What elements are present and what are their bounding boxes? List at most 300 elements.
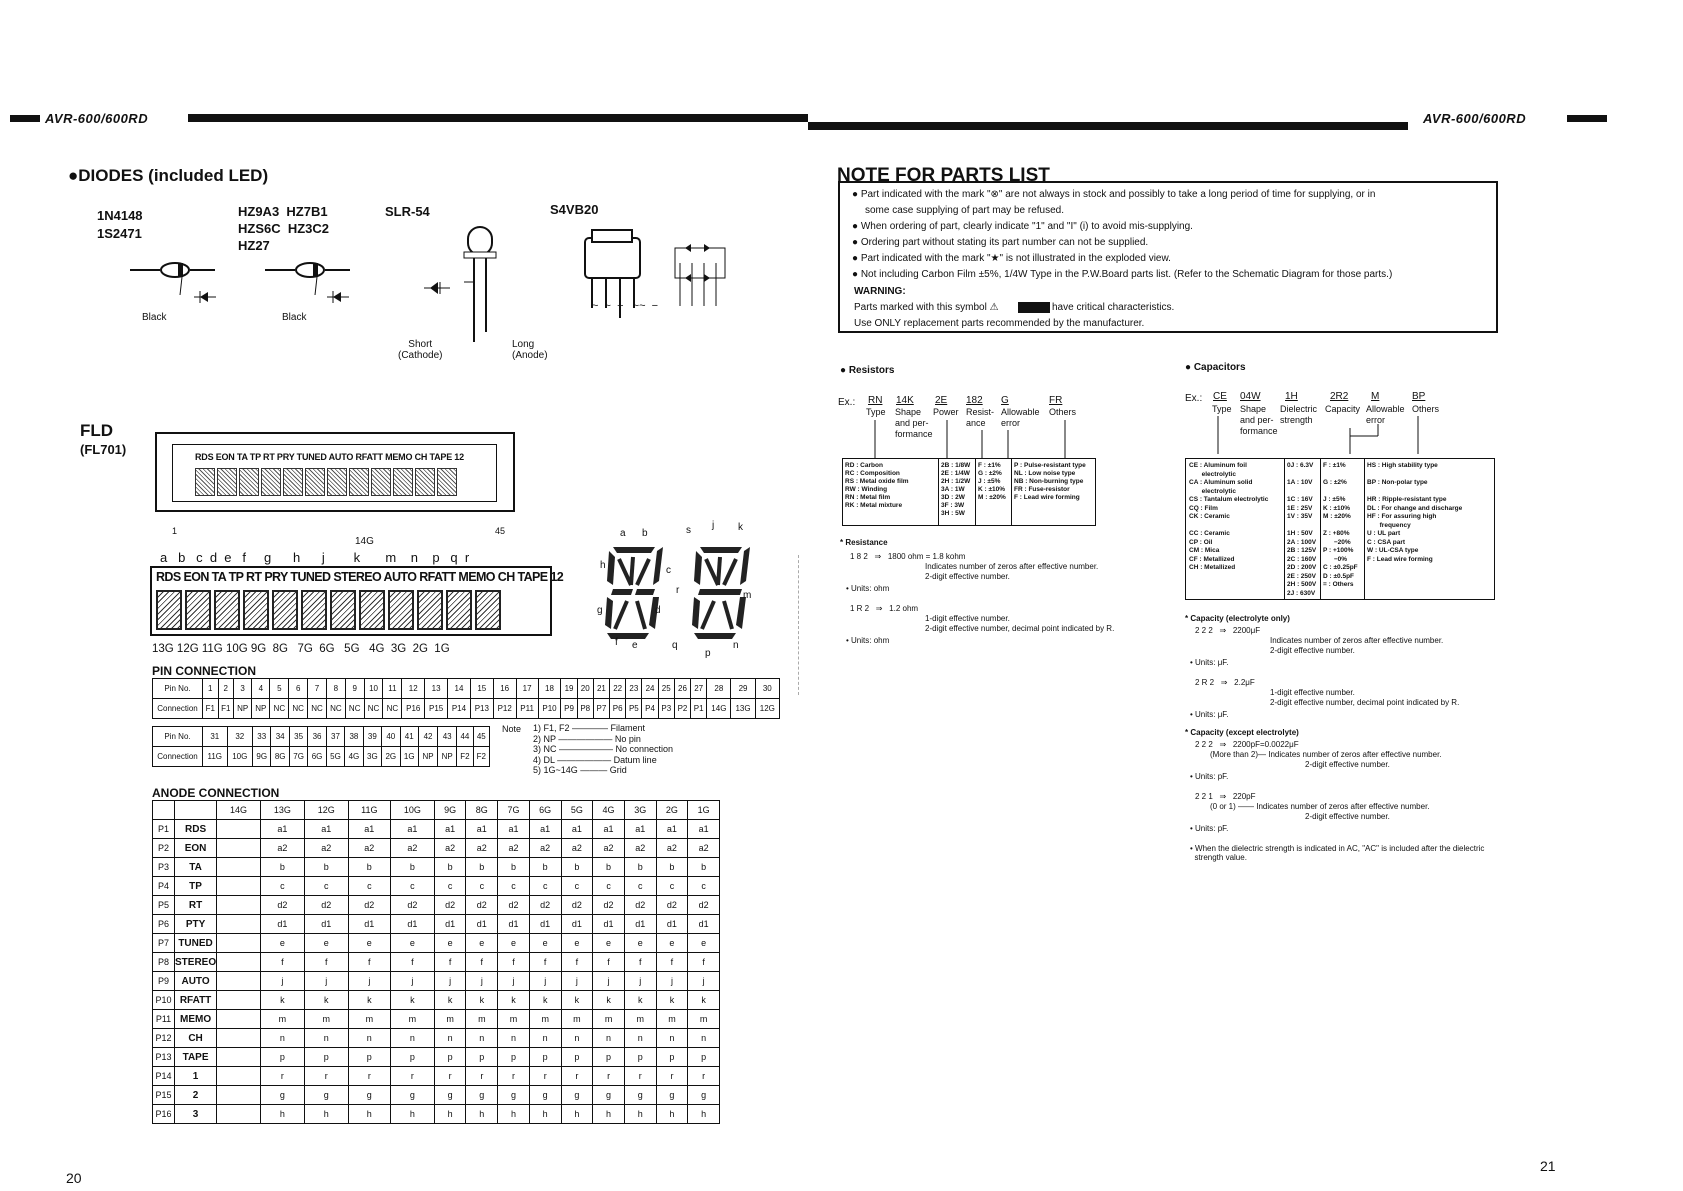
pin-cell: 41 <box>400 727 418 747</box>
anode-segment-cell: m <box>498 1010 530 1029</box>
pin-cell: 11G <box>203 747 228 767</box>
pin-cell: 1 <box>203 679 219 699</box>
anode-segment-cell: m <box>593 1010 625 1029</box>
anode-pin: P7 <box>153 934 175 953</box>
anode-segment-cell: k <box>498 991 530 1010</box>
anode-segment-cell: d2 <box>348 896 390 915</box>
led-long-label: Long (Anode) <box>512 339 548 361</box>
fld-title: FLD <box>80 421 114 440</box>
pin-cell: NC <box>270 699 289 719</box>
led-short-label: Short (Cathode) <box>398 339 443 361</box>
anode-segment-cell: e <box>434 934 466 953</box>
pin-cell: F1 <box>203 699 219 719</box>
pin-cell: P8 <box>577 699 593 719</box>
pin-cell: NC <box>308 699 327 719</box>
pin-cell: 18 <box>538 679 561 699</box>
anode-segment-cell: d2 <box>529 896 561 915</box>
anode-segment-cell: c <box>656 877 688 896</box>
cap-e1b: 2-digit effective number. <box>1270 646 1355 655</box>
anode-segment-cell: e <box>390 934 434 953</box>
res-label-3: Resist- ance <box>966 407 995 428</box>
anode-segment-cell: p <box>688 1048 720 1067</box>
anode-segment-cell: b <box>593 858 625 877</box>
anode-segment-cell: h <box>688 1105 720 1124</box>
pin-cell: 15 <box>470 679 493 699</box>
fld-enlarged-digits <box>156 590 504 635</box>
pin-cell: P16 <box>402 699 425 719</box>
res-code-3: 182 <box>966 395 983 406</box>
seg-label-g: g <box>597 605 603 616</box>
pin-cell: 29 <box>731 679 755 699</box>
pin-cell: 3G <box>363 747 381 767</box>
anode-segment-cell: e <box>561 934 593 953</box>
cap-e2a: 1-digit effective number. <box>1270 688 1355 697</box>
anode-segment-cell: b <box>390 858 434 877</box>
anode-segment-cell: f <box>529 953 561 972</box>
res-label-0: Type <box>866 407 886 417</box>
anode-segment-cell: r <box>434 1067 466 1086</box>
anode-pin: P1 <box>153 820 175 839</box>
anode-segment-cell: a1 <box>529 820 561 839</box>
pin-note: 3) NC —————— No connection <box>533 744 674 754</box>
anode-segment-cell: n <box>561 1029 593 1048</box>
cap-table-col2: 0J : 6.3V 1A : 10V 1C : 16V 1E : 25V 1V : 35V 1H : 50V 2A : 100V 2B : 125V 2C : 160V 2D : 200V 2E : 250V 2H : 500V 2J : 630V <box>1287 462 1317 597</box>
resistor-leader-lines <box>840 420 1080 460</box>
anode-segment-cell: b <box>688 858 720 877</box>
pin-cell: 5 <box>270 679 289 699</box>
anode-segment-cell: f <box>656 953 688 972</box>
res-code-4: G <box>1001 395 1009 406</box>
cap-e3: 2 2 2 ⇒ 2200pF=0.0022μF <box>1195 740 1299 749</box>
anode-segment-cell: k <box>624 991 656 1010</box>
anode-segment-cell: g <box>304 1086 348 1105</box>
note-item-3: ● Ordering part without stating its part number can not be supplied. <box>852 237 1149 248</box>
pin-cell: 2 <box>218 679 234 699</box>
anode-segment-cell: b <box>498 858 530 877</box>
anode-segment-cell: d1 <box>260 915 304 934</box>
zener-part-1: HZ9A3 HZ7B1 <box>238 204 328 219</box>
fld-grid-label: 14G <box>355 536 374 547</box>
resistors-ex: Ex.: <box>838 397 856 408</box>
header-rule-right <box>1567 115 1607 122</box>
pin-connection-title: PIN CONNECTION <box>152 664 257 678</box>
anode-grid-header: 10G <box>390 801 434 820</box>
pin-cell: NC <box>326 699 345 719</box>
anode-segment-cell <box>217 915 261 934</box>
anode-segment-cell: d1 <box>624 915 656 934</box>
anode-segment-cell: m <box>466 1010 498 1029</box>
pin-cell: 23 <box>626 679 642 699</box>
header-rule-left-main <box>188 114 808 122</box>
seg-label-j: j <box>712 520 715 531</box>
anode-segment-cell: c <box>390 877 434 896</box>
anode-segment-cell: p <box>466 1048 498 1067</box>
anode-grid-header: 11G <box>348 801 390 820</box>
cap-label-5: Others <box>1412 404 1440 414</box>
anode-segment-cell: n <box>390 1029 434 1048</box>
fld-big-digit <box>185 590 211 630</box>
seg-label-c: c <box>666 565 671 576</box>
pin-cell: NC <box>364 699 383 719</box>
anode-pin: P16 <box>153 1105 175 1124</box>
pin-cell: 45 <box>473 727 489 747</box>
anode-segment-cell: b <box>466 858 498 877</box>
cap-label-1: Shape and per- formance <box>1240 404 1278 436</box>
anode-pin: P13 <box>153 1048 175 1067</box>
anode-segment-cell: h <box>656 1105 688 1124</box>
anode-segment-cell: e <box>260 934 304 953</box>
note-item-5: ● Not including Carbon Film ±5%, 1/4W Type in the P.W.Board parts list. (Refer to the Schematic Diagram for those parts.) <box>852 269 1393 280</box>
pin-cell: 12G <box>755 699 779 719</box>
warning-line-1b: have critical characteristics. <box>1052 302 1175 313</box>
center-gutter <box>798 555 799 695</box>
pin-cell: P14 <box>448 699 471 719</box>
anode-segment-cell: k <box>434 991 466 1010</box>
anode-grid-header: 3G <box>624 801 656 820</box>
anode-segment-cell: k <box>688 991 720 1010</box>
anode-segment-cell: g <box>529 1086 561 1105</box>
anode-segment-cell: g <box>498 1086 530 1105</box>
res-code-5: FR <box>1049 395 1063 406</box>
pin-cell: 16 <box>493 679 516 699</box>
fld-big-digit <box>272 590 298 630</box>
seg-label-s: s <box>686 525 691 536</box>
fld-big-digit <box>243 590 269 630</box>
anode-segment-cell: d2 <box>260 896 304 915</box>
note-item-4: ● Part indicated with the mark "★" is not illustrated in the exploded view. <box>852 253 1171 264</box>
anode-segment-cell: d2 <box>304 896 348 915</box>
anode-name: PTY <box>175 915 217 934</box>
anode-segment-cell: n <box>466 1029 498 1048</box>
anode-grid-header: 1G <box>688 801 720 820</box>
anode-segment-cell: f <box>561 953 593 972</box>
anode-pin: P6 <box>153 915 175 934</box>
cap-code-3: 2R2 <box>1330 391 1349 402</box>
note-item-1b: some case supplying of part may be refused. <box>865 205 1064 216</box>
res-label-4: Allowable error <box>1001 407 1040 428</box>
warning-black-box <box>1018 302 1050 313</box>
anode-segment-cell: a1 <box>466 820 498 839</box>
anode-corner <box>175 801 217 820</box>
anode-segment-cell: p <box>390 1048 434 1067</box>
pin-cell: 10G <box>227 747 252 767</box>
pin-cell: NP <box>234 699 252 719</box>
anode-segment-cell: j <box>529 972 561 991</box>
anode-segment-cell: j <box>304 972 348 991</box>
pin-cell: 25 <box>658 679 674 699</box>
anode-segment-cell: f <box>466 953 498 972</box>
diode-symbol-1 <box>130 255 240 315</box>
pin-cell: P2 <box>674 699 690 719</box>
pin-cell: 42 <box>418 727 437 747</box>
anode-segment-cell: a1 <box>434 820 466 839</box>
pin-cell: 6G <box>308 747 326 767</box>
anode-segment-cell: g <box>390 1086 434 1105</box>
anode-segment-cell: p <box>529 1048 561 1067</box>
anode-segment-cell: h <box>466 1105 498 1124</box>
pin-cell: F2 <box>473 747 489 767</box>
pin-cell: P15 <box>425 699 448 719</box>
diode-part-1n4148: 1N4148 <box>97 208 143 223</box>
pin-cell: 27 <box>691 679 707 699</box>
fld-digit <box>371 468 391 496</box>
pin-cell: 20 <box>577 679 593 699</box>
pin-header: Pin No. <box>153 727 203 747</box>
anode-name: RT <box>175 896 217 915</box>
anode-segment-cell: r <box>656 1067 688 1086</box>
anode-segment-cell: n <box>498 1029 530 1048</box>
fld-big-digit <box>330 590 356 630</box>
fld-big-digit <box>475 590 501 630</box>
res-ex2a: 1-digit effective number. <box>925 614 1010 623</box>
pin-cell: P13 <box>470 699 493 719</box>
anode-segment-cell: e <box>466 934 498 953</box>
res-label-5: Others <box>1049 407 1077 417</box>
anode-segment-cell: f <box>593 953 625 972</box>
pin-cell: NP <box>418 747 437 767</box>
anode-segment-cell: a1 <box>498 820 530 839</box>
fld-pin-last: 45 <box>495 526 506 536</box>
cap-ex: Ex.: <box>1185 393 1203 404</box>
anode-pin: P4 <box>153 877 175 896</box>
anode-pin: P11 <box>153 1010 175 1029</box>
capacitor-leader-lines <box>1190 416 1450 456</box>
cap-label-4: Allowable error <box>1366 404 1405 425</box>
anode-segment-cell: h <box>434 1105 466 1124</box>
fld-big-digit <box>359 590 385 630</box>
pin-cell: 19 <box>561 679 577 699</box>
anode-segment-cell: b <box>260 858 304 877</box>
anode-segment-cell <box>217 991 261 1010</box>
anode-segment-cell: a1 <box>624 820 656 839</box>
pin-cell: 9G <box>253 747 271 767</box>
pin-cell: 31 <box>203 727 228 747</box>
anode-segment-cell: g <box>466 1086 498 1105</box>
anode-grid-header: 4G <box>593 801 625 820</box>
anode-segment-cell: n <box>529 1029 561 1048</box>
pin-table-b <box>152 726 490 767</box>
anode-segment-cell: b <box>304 858 348 877</box>
pin-cell: 17 <box>516 679 538 699</box>
anode-segment-cell: g <box>260 1086 304 1105</box>
anode-segment-cell <box>217 934 261 953</box>
anode-segment-cell: f <box>390 953 434 972</box>
anode-segment-cell: k <box>656 991 688 1010</box>
anode-segment-cell: d1 <box>466 915 498 934</box>
anode-segment-cell: h <box>390 1105 434 1124</box>
anode-segment-cell: c <box>529 877 561 896</box>
note-item-1: ● Part indicated with the mark "⊗" are not always in stock and possibly to take a long period of time for supplying, or in <box>852 189 1376 200</box>
anode-segment-cell: d2 <box>624 896 656 915</box>
anode-segment-cell: d2 <box>434 896 466 915</box>
anode-segment-cell: p <box>656 1048 688 1067</box>
warning-line-2: Use ONLY replacement parts recommended by the manufacturer. <box>854 318 1145 329</box>
fld-digit <box>217 468 237 496</box>
anode-segment-cell: m <box>348 1010 390 1029</box>
res-table-col2: 2B : 1/8W 2E : 1/4W 2H : 1/2W 3A : 1W 3D : 2W 3F : 3W 3H : 5W <box>941 462 971 517</box>
anode-segment-cell: d1 <box>561 915 593 934</box>
anode-segment-cell: r <box>390 1067 434 1086</box>
anode-segment-cell: g <box>656 1086 688 1105</box>
pin-cell: 39 <box>363 727 381 747</box>
anode-name: TP <box>175 877 217 896</box>
anode-segment-cell: d1 <box>688 915 720 934</box>
segment-diagram-right <box>682 535 752 645</box>
seg-label-d: d <box>655 605 661 616</box>
pin-cell: P1 <box>691 699 707 719</box>
cap-e3a: (More than 2)— Indicates number of zeros after effective number. <box>1210 750 1442 759</box>
cap-table-col1: CE : Aluminum foil electrolytic CA : Aluminum solid electrolytic CS : Tantalum electrolytic CQ : Film CK : Ceramic CC : Ceramic CP : Oil CM : Mica CF : Metallized CH : Metallized <box>1189 462 1269 571</box>
anode-segment-cell: n <box>688 1029 720 1048</box>
diodes-title: ●DIODES (included LED) <box>68 166 269 185</box>
anode-segment-cell: a1 <box>390 820 434 839</box>
seg-label-a: a <box>620 528 626 539</box>
anode-segment-cell <box>217 839 261 858</box>
anode-segment-cell: a2 <box>390 839 434 858</box>
anode-segment-cell: k <box>593 991 625 1010</box>
anode-segment-cell: e <box>498 934 530 953</box>
anode-segment-cell: r <box>260 1067 304 1086</box>
pin-cell: NP <box>252 699 270 719</box>
pin-cell: 40 <box>382 727 400 747</box>
anode-pin: P14 <box>153 1067 175 1086</box>
pin-cell: 22 <box>610 679 626 699</box>
pin-cell: P3 <box>658 699 674 719</box>
anode-segment-cell: p <box>624 1048 656 1067</box>
anode-segment-cell: p <box>304 1048 348 1067</box>
anode-segment-cell: c <box>498 877 530 896</box>
anode-segment-cell: k <box>466 991 498 1010</box>
zener-part-2: HZS6C HZ3C2 <box>238 221 330 236</box>
anode-segment-cell: k <box>529 991 561 1010</box>
pin-cell: 4 <box>252 679 270 699</box>
pin-cell: 30 <box>755 679 779 699</box>
anode-name: TA <box>175 858 217 877</box>
anode-segment-cell: b <box>561 858 593 877</box>
anode-segment-cell: d1 <box>529 915 561 934</box>
pin-cell: 6 <box>289 679 308 699</box>
anode-segment-cell: c <box>688 877 720 896</box>
zener-part-3: HZ27 <box>238 238 270 253</box>
pin-note-label: Note <box>502 724 522 734</box>
anode-segment-cell: h <box>593 1105 625 1124</box>
anode-segment-cell: a2 <box>348 839 390 858</box>
anode-segment-cell: n <box>656 1029 688 1048</box>
anode-segment-cell: j <box>498 972 530 991</box>
anode-segment-cell: a2 <box>593 839 625 858</box>
fld-digit <box>195 468 215 496</box>
fld-big-digit <box>214 590 240 630</box>
anode-segment-cell: d1 <box>498 915 530 934</box>
anode-name: TUNED <box>175 934 217 953</box>
cap-e2b: 2-digit effective number, decimal point indicated by R. <box>1270 698 1460 707</box>
pin-note: 1) F1, F2 ———— Filament <box>533 723 646 733</box>
anode-segment-cell: a1 <box>656 820 688 839</box>
anode-pin: P10 <box>153 991 175 1010</box>
res-table-col1: RD : Carbon RC : Composition RS : Metal oxide film RW : Winding RN : Metal film RK : Metal mixture <box>845 462 909 509</box>
header-model-left: AVR-600/600RD <box>45 111 149 126</box>
anode-segment-cell: e <box>529 934 561 953</box>
conn-header: Connection <box>153 747 203 767</box>
pin-cell: 13G <box>731 699 755 719</box>
fld-pin-first: 1 <box>172 526 178 536</box>
header-model-right: AVR-600/600RD <box>1423 111 1527 126</box>
pin-cell: 3 <box>234 679 252 699</box>
seg-label-b: b <box>642 528 648 539</box>
seg-label-r: r <box>676 585 680 596</box>
anode-segment-cell: e <box>593 934 625 953</box>
pin-cell: 2G <box>382 747 400 767</box>
res-label-1: Shape and per- formance <box>895 407 933 439</box>
anode-segment-cell: f <box>304 953 348 972</box>
anode-segment-cell: f <box>688 953 720 972</box>
fld-digit <box>437 468 457 496</box>
warning-line-1a: Parts marked with this symbol ⚠ <box>854 302 999 313</box>
led-drawing <box>420 222 540 352</box>
note-box <box>838 181 1498 333</box>
anode-segment-cell: g <box>348 1086 390 1105</box>
seg-label-p: p <box>705 648 711 659</box>
pin-cell: 44 <box>457 727 473 747</box>
pin-cell: P7 <box>593 699 609 719</box>
anode-segment-cell: d1 <box>348 915 390 934</box>
cap-e4: 2 2 1 ⇒ 220pF <box>1195 792 1256 801</box>
anode-segment-cell: r <box>529 1067 561 1086</box>
fld-digit <box>349 468 369 496</box>
anode-segment-cell: c <box>260 877 304 896</box>
cap-code-2: 1H <box>1285 391 1298 402</box>
anode-segment-cell: a1 <box>688 820 720 839</box>
anode-segment-cell: b <box>656 858 688 877</box>
anode-segment-cell: j <box>260 972 304 991</box>
anode-segment-cell: h <box>260 1105 304 1124</box>
anode-segment-cell: c <box>561 877 593 896</box>
anode-segment-cell <box>217 820 261 839</box>
anode-segment-cell: c <box>624 877 656 896</box>
anode-grid-header: 14G <box>217 801 261 820</box>
pin-cell: 8 <box>326 679 345 699</box>
anode-segment-cell: d2 <box>390 896 434 915</box>
fld-digit <box>283 468 303 496</box>
capacitor-code-table <box>1185 458 1495 600</box>
anode-segment-cell <box>217 1105 261 1124</box>
fld-digit <box>327 468 347 496</box>
fld-digit <box>415 468 435 496</box>
pin-cell: 4G <box>345 747 363 767</box>
anode-segment-cell: a2 <box>466 839 498 858</box>
anode-segment-cell: c <box>466 877 498 896</box>
anode-segment-cell: d2 <box>656 896 688 915</box>
pin-table-a <box>152 678 780 719</box>
pin-cell: NP <box>438 747 457 767</box>
cap-label-2: Dielectric strength <box>1280 404 1318 425</box>
seg-label-m: m <box>743 590 752 601</box>
pin-header: Pin No. <box>153 679 203 699</box>
cap-code-1: 04W <box>1240 391 1261 402</box>
cap-e4b: 2-digit effective number. <box>1305 812 1390 821</box>
pin-note: 4) DL —————— Datum line <box>533 754 657 765</box>
anode-segment-cell: p <box>348 1048 390 1067</box>
conn-header: Connection <box>153 699 203 719</box>
cap-e2: 2 R 2 ⇒ 2.2μF <box>1195 678 1255 687</box>
anode-segment-cell: e <box>304 934 348 953</box>
anode-name: 1 <box>175 1067 217 1086</box>
pin-cell: P5 <box>626 699 642 719</box>
anode-segment-cell: g <box>434 1086 466 1105</box>
anode-name: 3 <box>175 1105 217 1124</box>
res-table-col4: P : Pulse-resistant type NL : Low noise type NB : Non-burning type FR : Fuse-resistor F : Lead wire forming <box>1014 462 1086 501</box>
anode-segment-cell: e <box>688 934 720 953</box>
